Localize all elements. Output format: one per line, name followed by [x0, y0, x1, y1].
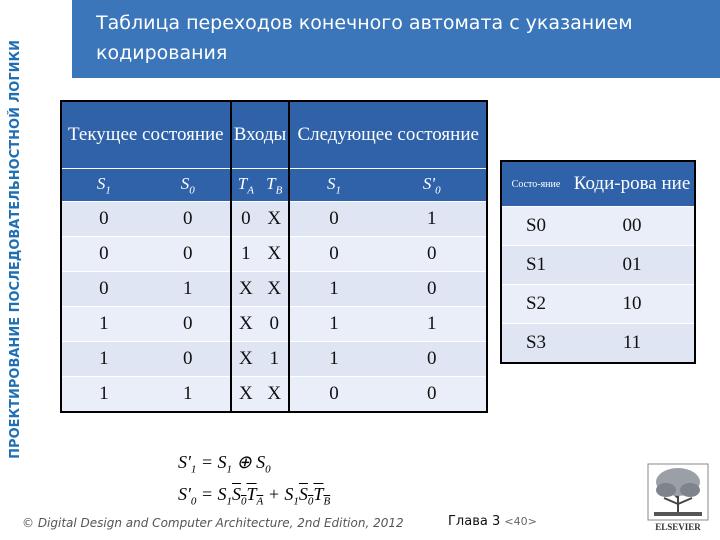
cell: 1 — [289, 272, 377, 307]
cell: X — [231, 307, 260, 342]
cell: 0 — [61, 237, 146, 272]
cell: 0 — [231, 202, 260, 237]
side-section-title-text: ПРОЕКТИРОВАНИЕ ПОСЛЕДОВАТЕЛЬНОСТНОЙ ЛОГИКИ — [7, 39, 23, 459]
subheader-next-s1: $S_1$ — [289, 169, 377, 202]
cell: X — [231, 377, 260, 413]
cell: S2 — [501, 285, 570, 324]
cell: 1 — [377, 307, 487, 342]
header-state: Состо-яние — [501, 161, 570, 207]
page-number: <40> — [504, 515, 537, 528]
footer-copyright: © Digital Design and Computer Architecture, 2nd Edition, 2012 — [22, 516, 404, 530]
table-row — [61, 237, 487, 272]
cell: S1 — [501, 246, 570, 285]
cell: 0 — [377, 377, 487, 413]
cell: 1 — [61, 307, 146, 342]
cell: 0 — [289, 377, 377, 413]
cell: 0 — [289, 202, 377, 237]
cell: 1 — [146, 272, 231, 307]
cell: 0 — [377, 237, 487, 272]
table-row — [501, 324, 695, 364]
cell: 1 — [61, 377, 146, 413]
table-row — [61, 342, 487, 377]
table-row — [61, 272, 487, 307]
cell: 0 — [146, 202, 231, 237]
equation-s0: $S'_0 = S_1S_0T_A + S_1S_0T_B$ — [178, 484, 331, 508]
cell: S0 — [501, 207, 570, 246]
cell: 0 — [289, 237, 377, 272]
table-row — [501, 246, 695, 285]
cell: 0 — [146, 342, 231, 377]
header-next-state: Следующее состояние — [289, 101, 487, 169]
logo-wordmark: ELSEVIER — [655, 522, 701, 532]
header-inputs: Входы — [231, 101, 290, 169]
cell: 0 — [377, 272, 487, 307]
cell: 01 — [570, 246, 695, 285]
cell: 0 — [146, 237, 231, 272]
table-row — [61, 377, 487, 413]
encoding-table — [500, 160, 696, 364]
subheader-s1: $S_1$ — [61, 169, 146, 202]
cell: X — [260, 202, 289, 237]
cell: 11 — [570, 324, 695, 364]
table-row — [61, 202, 487, 237]
equation-s1: $S'_1 = S_1$ ⊕ $S_0$ — [178, 452, 271, 476]
slide-title: Таблица переходов конечного автомата с указанием кодирования — [96, 12, 633, 64]
table-row — [501, 285, 695, 324]
chapter-text: Глава 3 — [448, 514, 501, 529]
elsevier-logo — [646, 462, 710, 534]
table-row — [501, 207, 695, 246]
cell: X — [260, 237, 289, 272]
cell: 00 — [570, 207, 695, 246]
cell: 1 — [289, 342, 377, 377]
chapter-label — [448, 514, 537, 529]
table-row — [61, 307, 487, 342]
subheader-s0: $S_0$ — [146, 169, 231, 202]
cell: S3 — [501, 324, 570, 364]
cell: 0 — [260, 307, 289, 342]
header-encoding: Коди-рова ние — [570, 161, 695, 207]
cell: 0 — [61, 202, 146, 237]
side-section-title — [4, 10, 26, 488]
cell: 0 — [61, 272, 146, 307]
cell: 10 — [570, 285, 695, 324]
cell: 0 — [377, 342, 487, 377]
subheader-tb: $T_B$ — [260, 169, 289, 202]
header-current-state: Текущее состояние — [61, 101, 231, 169]
cell: X — [260, 272, 289, 307]
cell: X — [231, 342, 260, 377]
cell: X — [260, 377, 289, 413]
cell: 1 — [260, 342, 289, 377]
tree-logo-icon — [646, 462, 710, 522]
cell: X — [231, 272, 260, 307]
subheader-next-s0: $S'_0$ — [377, 169, 487, 202]
cell: 1 — [61, 342, 146, 377]
cell: 1 — [289, 307, 377, 342]
subheader-ta: $T_A$ — [231, 169, 260, 202]
cell: 1 — [231, 237, 260, 272]
transition-table — [60, 100, 488, 413]
title-band — [72, 0, 720, 78]
subheader-row — [61, 169, 487, 202]
cell: 1 — [377, 202, 487, 237]
cell: 1 — [146, 377, 231, 413]
cell: 0 — [146, 307, 231, 342]
